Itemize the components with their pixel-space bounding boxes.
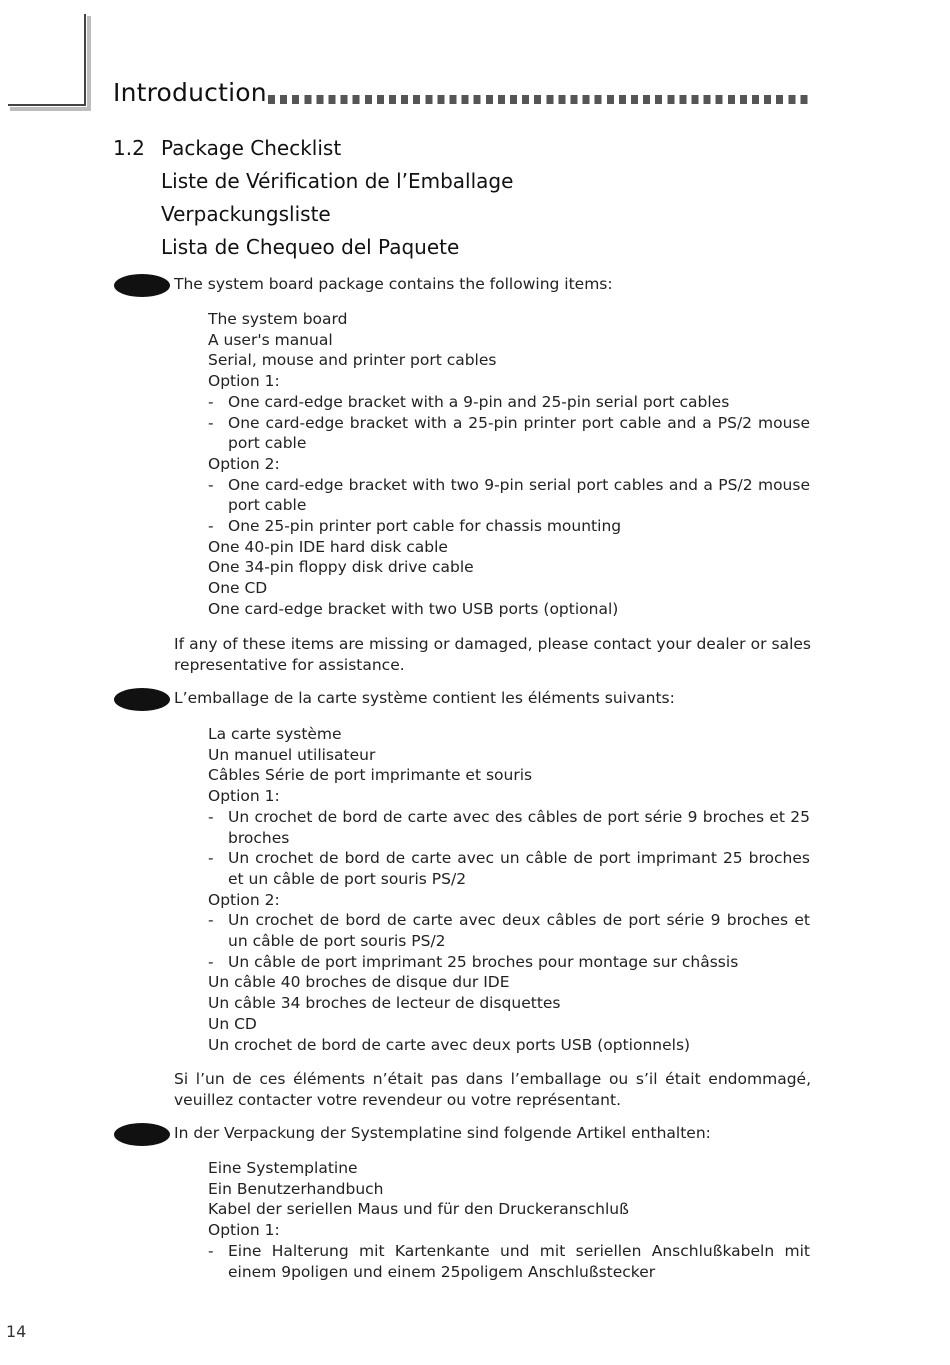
section-title-french: Liste de Vérification de l’Emballage — [161, 169, 514, 193]
list-item: - Un câble de port imprimant 25 broches pour montage sur châssis — [208, 952, 739, 971]
option-label: Option 1: — [208, 372, 280, 391]
list-item: One 40-pin IDE hard disk cable — [208, 537, 448, 556]
title-square-rule — [268, 95, 810, 104]
chapter-title: Introduction — [113, 78, 267, 107]
list-item: Un manuel utilisateur — [208, 745, 376, 764]
list-item: One CD — [208, 579, 268, 598]
corner-frame-shadow-vertical — [87, 16, 91, 110]
list-item: Ein Benutzerhandbuch — [208, 1179, 384, 1198]
english-item-list — [208, 309, 810, 620]
list-item: - Un crochet de bord de carte avec un câble de port imprimant 25 broches et un câble de port souris PS/2 — [208, 849, 810, 888]
language-badge-german — [114, 1123, 170, 1146]
list-item: The system board — [208, 310, 348, 328]
option-label: Option 2: — [208, 890, 280, 909]
list-item: - One card-edge bracket with a 9-pin and 25-pin serial port cables — [208, 392, 730, 411]
list-item: Un câble 34 broches de lecteur de disquettes — [208, 994, 561, 1013]
corner-frame-vertical — [84, 14, 86, 106]
language-badge-french — [114, 688, 170, 711]
french-note: Si l’un de ces éléments n’était pas dans l’emballage ou s’il était endommagé, veuillez contacter votre revendeur ou votre représentant. — [174, 1070, 811, 1109]
french-item-list — [208, 724, 810, 1055]
list-item: - Un crochet de bord de carte avec des câbles de port série 9 broches et 25 broches — [208, 807, 810, 847]
list-item: - One card-edge bracket with two 9-pin serial port cables and a PS/2 mouse port cable — [208, 475, 810, 515]
list-item: One card-edge bracket with two USB ports (optional) — [208, 599, 619, 618]
list-item: La carte système — [208, 725, 342, 743]
german-intro: In der Verpackung der Systemplatine sind folgende Artikel enthalten: — [174, 1124, 711, 1142]
language-badge-english — [114, 274, 170, 297]
list-item: - Un crochet de bord de carte avec deux câbles de port série 9 broches et un câble de port souris PS/2 — [208, 911, 810, 951]
list-item: - One 25-pin printer port cable for chassis mounting — [208, 517, 622, 536]
list-item: Kabel der seriellen Maus und für den Druckeranschluß — [208, 1200, 629, 1219]
option-label: Option 1: — [208, 1221, 280, 1240]
list-item: One 34-pin floppy disk drive cable — [208, 558, 474, 577]
corner-frame-shadow-horizontal — [10, 107, 91, 111]
list-item: Eine Systemplatine — [208, 1159, 358, 1177]
english-intro: The system board package contains the following items: — [174, 275, 613, 293]
list-item: Un CD — [208, 1014, 257, 1033]
french-intro: L’emballage de la carte système contient les éléments suivants: — [174, 689, 675, 707]
corner-frame-horizontal — [8, 104, 86, 106]
list-item: A user's manual — [208, 330, 333, 349]
section-title-german: Verpackungsliste — [161, 202, 331, 226]
section-number: 1.2 — [113, 136, 145, 160]
page-number: 14 — [6, 1322, 27, 1341]
list-item: - Eine Halterung mit Kartenkante und mit seriellen Anschlußkabeln mit einem 9poligen und einem 25poligem Anschlußstecker — [208, 1241, 810, 1281]
section-title-english: Package Checklist — [161, 136, 342, 160]
list-item: Serial, mouse and printer port cables — [208, 351, 497, 370]
option-label: Option 2: — [208, 454, 280, 473]
list-item: Un crochet de bord de carte avec deux ports USB (optionnels) — [208, 1035, 691, 1054]
list-item: Câbles Série de port imprimante et souris — [208, 766, 533, 785]
section-title-spanish: Lista de Chequeo del Paquete — [161, 235, 460, 259]
list-item: - One card-edge bracket with a 25-pin printer port cable and a PS/2 mouse port cable — [208, 413, 810, 453]
german-item-list — [208, 1158, 810, 1282]
list-item: Un câble 40 broches de disque dur IDE — [208, 973, 510, 992]
option-label: Option 1: — [208, 787, 280, 806]
english-note: If any of these items are missing or damaged, please contact your dealer or sales representative for assistance. — [174, 635, 811, 674]
